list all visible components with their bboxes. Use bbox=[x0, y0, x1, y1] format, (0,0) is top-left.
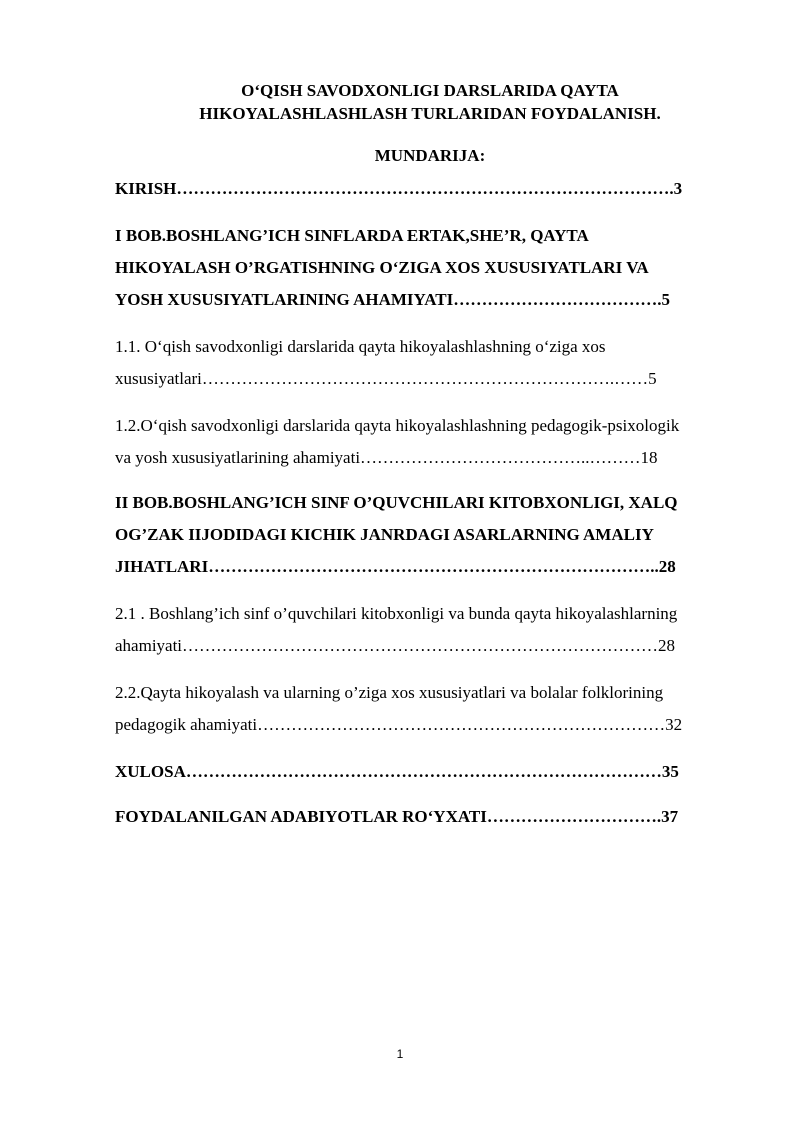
toc-entry-kirish: KIRISH…………………………………………………………………………….3 bbox=[115, 179, 683, 198]
toc-entry-section-1-1-line-2: xususiyatlari……………………………………………………………….……5 bbox=[115, 369, 657, 388]
document-title-line-1: O‘QISH SAVODXONLIGI DARSLARIDA QAYTA bbox=[241, 81, 619, 100]
toc-entry-section-2-2-line-2: pedagogik ahamiyati………………………………………………………………32 bbox=[115, 715, 683, 734]
toc-entry-xulosa: XULOSA…………………………………………………………………………35 bbox=[115, 762, 679, 781]
toc-entry-chapter-1-line-1: I BOB.BOSHLANG’ICH SINFLARDA ERTAK,SHE’R, QAYTA bbox=[115, 226, 589, 245]
toc-entry-section-2-2-line-1: 2.2.Qayta hikoyalash va ularning o’ziga xos xususiyatlari va bolalar folklorining bbox=[115, 683, 664, 702]
document-title-line-2: HIKOYALASHLASHLASH TURLARIDAN FOYDALANISH. bbox=[199, 104, 661, 123]
toc-entry-section-1-2-line-2: va yosh xususiyatlarining ahamiyati…………………………………..………18 bbox=[115, 448, 658, 467]
toc-entry-chapter-2-line-1: II BOB.BOSHLANG’ICH SINF O’QUVCHILARI KITOBXONLIGI, XALQ bbox=[115, 493, 678, 512]
toc-entry-adabiyotlar: FOYDALANILGAN ADABIYOTLAR RO‘YXATI………………………….37 bbox=[115, 807, 679, 826]
toc-entry-section-1-1-line-1: 1.1. O‘qish savodxonligi darslarida qayta hikoyalashlashning o‘ziga xos bbox=[115, 337, 606, 356]
toc-entry-chapter-2-line-2: OG’ZAK IIJODIDAGI KICHIK JANRDAGI ASARLARNING AMALIY bbox=[115, 525, 654, 544]
toc-entry-section-2-1-line-2: ahamiyati…………………………………………………………………………28 bbox=[115, 636, 676, 655]
toc-entry-chapter-2-line-3: JIHATLARI……………………………………………………………………..28 bbox=[115, 557, 676, 576]
toc-entry-section-1-2-line-1: 1.2.O‘qish savodxonligi darslarida qayta hikoyalashlashning pedagogik-psixologik bbox=[115, 416, 680, 435]
toc-entry-chapter-1-line-2: HIKOYALASH O’RGATISHNING O‘ZIGA XOS XUSUSIYATLARI VA bbox=[115, 258, 649, 277]
toc-entry-section-2-1-line-1: 2.1 . Boshlang’ich sinf o’quvchilari kitobxonligi va bunda qayta hikoyalashlarning bbox=[115, 604, 678, 623]
page-number: 1 bbox=[396, 1047, 404, 1061]
contents-heading: MUNDARIJA: bbox=[374, 146, 486, 165]
toc-entry-chapter-1-line-3: YOSH XUSUSIYATLARINING AHAMIYATI……………………………….5 bbox=[115, 290, 670, 309]
